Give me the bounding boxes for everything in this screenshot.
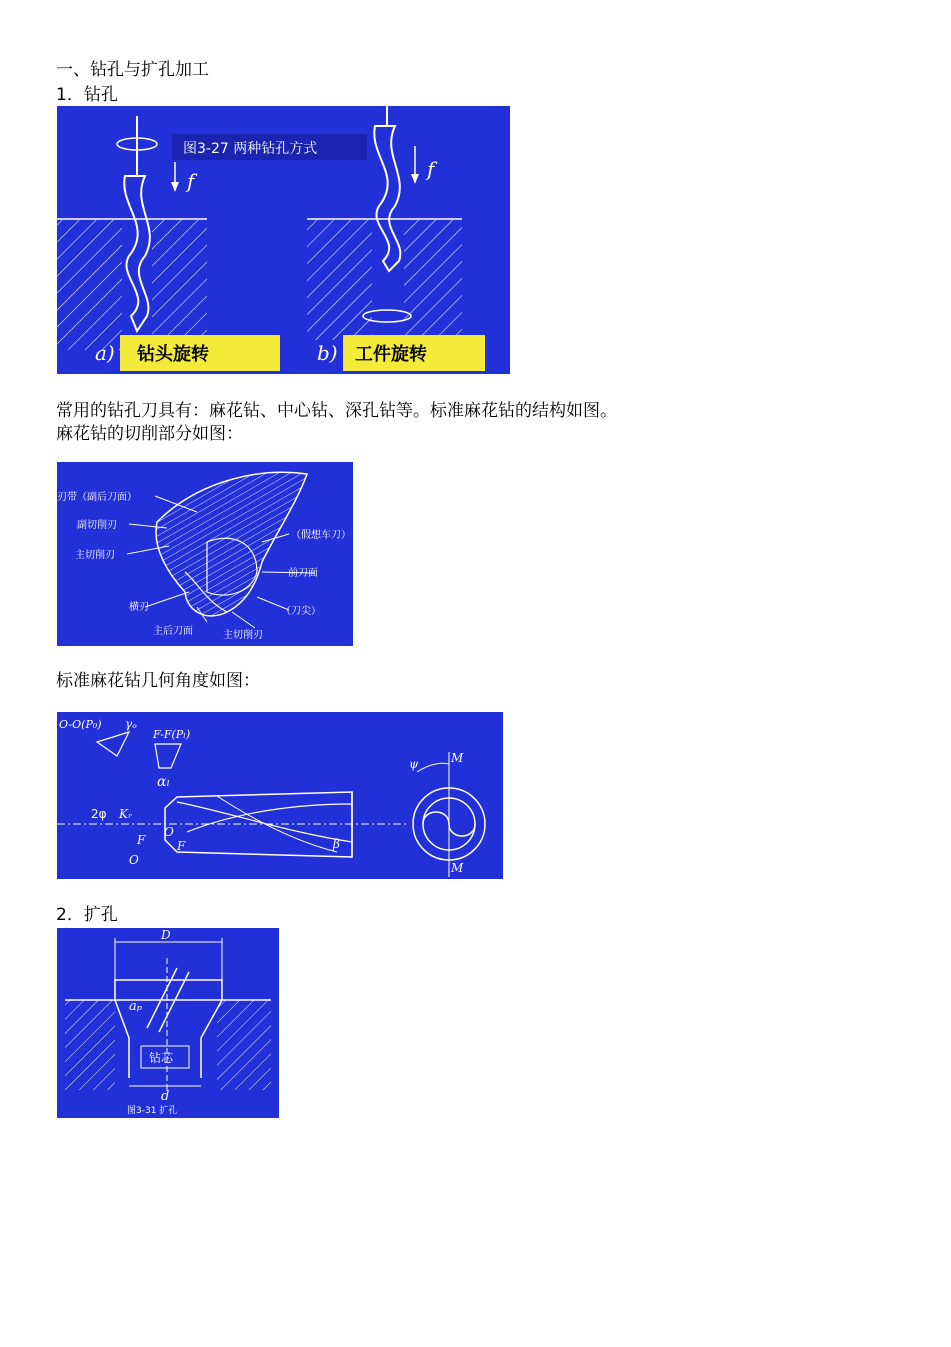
label-chisel-edge: 横刃 <box>129 602 149 613</box>
figure1-right-letter: b) <box>317 341 338 365</box>
figure1-left-letter: a) <box>95 341 115 365</box>
figure-reaming <box>57 928 279 1118</box>
paragraph-drill-tools: 常用的钻孔刀具有：麻花钻、中心钻、深孔钻等。标准麻花钻的结构如图。 <box>56 401 617 421</box>
figure1-right-label: 工件旋转 <box>355 344 427 365</box>
label-minor-cutting-edge: 副切削刃 <box>77 520 117 531</box>
label-f-left: F <box>137 833 146 847</box>
label-rake-face: 前刀面 <box>288 568 318 579</box>
label-main-cutting-edge-2: 主切削刃 <box>223 630 263 641</box>
feed-symbol-right: f <box>427 157 435 181</box>
label-beta: β <box>333 837 340 851</box>
page-heading: 一、钻孔与扩孔加工 <box>56 60 209 80</box>
figure-cutting-part <box>57 462 353 646</box>
paragraph-cutting-part: 麻花钻的切削部分如图： <box>56 424 243 444</box>
section-title-reaming: 2．扩孔 <box>56 905 118 925</box>
label-f-right: F <box>177 839 186 853</box>
label-o-lower: O <box>129 853 139 867</box>
label-m-top: M <box>451 751 464 765</box>
label-o-upper: O <box>164 825 174 839</box>
figure-drilling-methods <box>57 106 510 374</box>
label-m-bottom: M <box>451 861 464 875</box>
label-core: 钻芯 <box>149 1051 174 1065</box>
label-dim-D: D <box>161 928 171 942</box>
label-kappa: Kᵣ <box>119 807 133 821</box>
paragraph-geometry-angles: 标准麻花钻几何角度如图： <box>56 671 260 691</box>
label-psi: ψ <box>409 757 419 771</box>
feed-symbol-left: f <box>187 169 195 193</box>
label-imaginary-tool: （假想车刀） <box>291 530 351 541</box>
label-land: 刃带（副后刀面） <box>57 492 137 503</box>
label-main-flank: 主后刀面 <box>153 626 193 637</box>
label-alpha: αₗ <box>157 774 170 790</box>
label-gamma: γₒ <box>125 717 137 731</box>
figure1-caption: 图3-27 两种钻孔方式 <box>183 141 318 157</box>
label-dim-d: d <box>161 1089 170 1104</box>
label-tool-tip: （刀尖） <box>281 606 321 617</box>
figure4-caption: 图3-31 扩孔 <box>127 1106 178 1116</box>
figure1-left-label: 钻头旋转 <box>137 344 209 365</box>
label-dim-ap: aₚ <box>129 999 142 1014</box>
label-section-ff: F-F(Pₗ) <box>153 728 191 741</box>
label-main-cutting-edge: 主切削刃 <box>75 550 115 561</box>
figure-geometry-angles <box>57 712 503 879</box>
label-two-phi: 2φ <box>91 807 107 821</box>
section-title-drilling: 1．钻孔 <box>56 85 118 105</box>
label-section-oo: O-O(P₀) <box>59 718 102 731</box>
